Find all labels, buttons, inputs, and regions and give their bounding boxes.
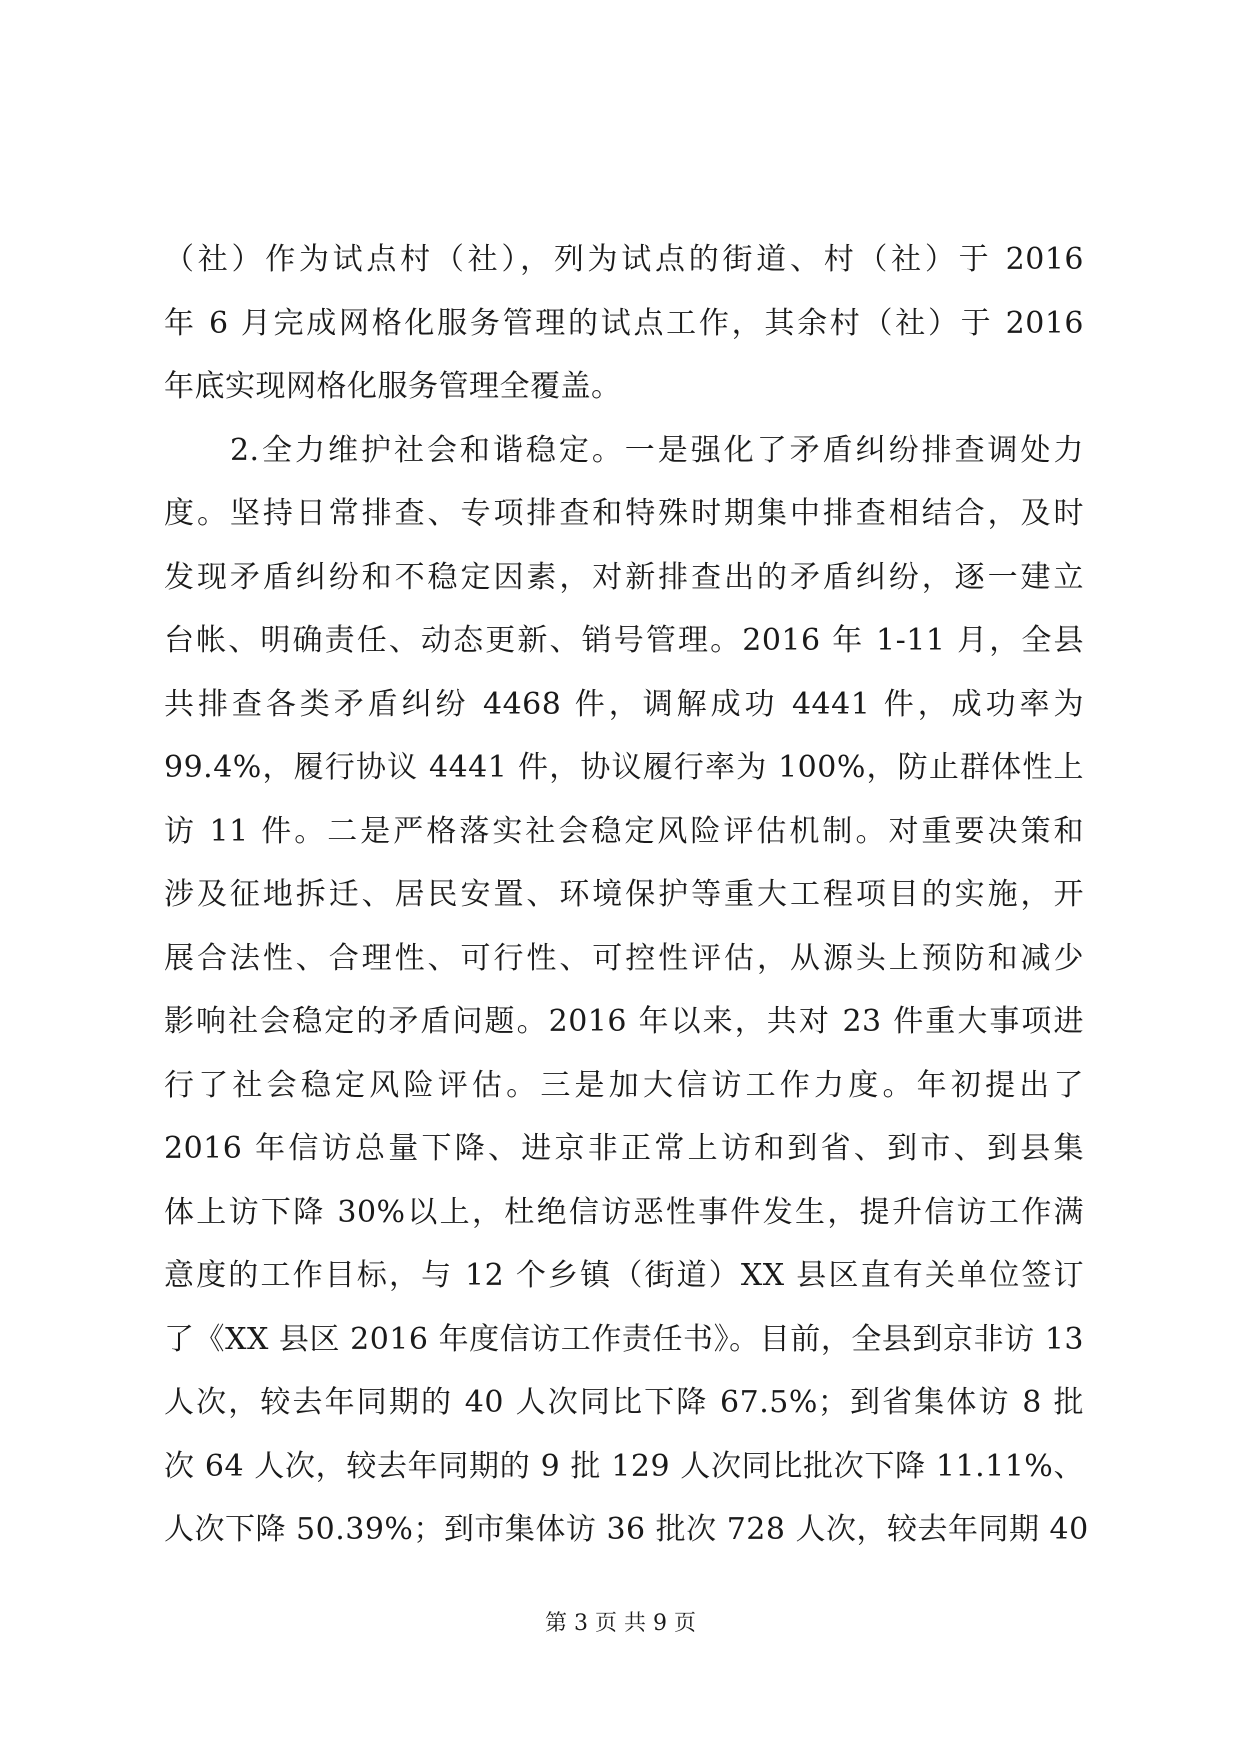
- text-line: 意度的工作目标，与 12 个乡镇（街道）XX 县区直有关单位签订: [164, 1258, 1084, 1293]
- text-line: 人次，较去年同期的 40 人次同比下降 67.5%；到省集体访 8 批: [164, 1385, 1084, 1420]
- text-line: 访 11 件。二是严格落实社会稳定风险评估机制。对重要决策和: [164, 813, 1084, 849]
- text-line: 了《XX 县区 2016 年度信访工作责任书》。目前，全县到京非访 13: [164, 1321, 1084, 1357]
- text-line: 展合法性、合理性、可行性、可控性评估，从源头上预防和减少: [164, 940, 1084, 976]
- page-footer: 第 3 页 共 9 页: [545, 1611, 696, 1636]
- text-line: 次 64 人次，较去年同期的 9 批 129 人次同比批次下降 11.11%、: [164, 1448, 1084, 1484]
- text-line: 台帐、明确责任、动态更新、销号管理。2016 年 1-11 月，全县: [164, 623, 1084, 658]
- text-line: （社）作为试点村（社），列为试点的街道、村（社）于 2016: [164, 242, 1084, 277]
- text-line: 涉及征地拆迁、居民安置、环境保护等重大工程项目的实施，开: [164, 877, 1084, 912]
- text-line: 年 6 月完成网格化服务管理的试点工作，其余村（社）于 2016: [164, 305, 1084, 341]
- text-line: 年底实现网格化服务管理全覆盖。: [164, 369, 622, 404]
- text-line: 影响社会稳定的矛盾问题。2016 年以来，共对 23 件重大事项进: [164, 1004, 1084, 1039]
- text-line: 99.4%，履行协议 4441 件，协议履行率为 100%，防止群体性上: [164, 750, 1084, 785]
- text-line: 人次下降 50.39%；到市集体访 36 批次 728 人次，较去年同期 40: [164, 1512, 1089, 1547]
- text-line: 共排查各类矛盾纠纷 4468 件，调解成功 4441 件，成功率为: [164, 686, 1084, 722]
- text-line: 2.全力维护社会和谐稳定。一是强化了矛盾纠纷排查调处力: [164, 432, 1084, 468]
- text-line: 体上访下降 30%以上，杜绝信访恶性事件发生，提升信访工作满: [164, 1194, 1084, 1230]
- text-line: 2016 年信访总量下降、进京非正常上访和到省、到市、到县集: [164, 1131, 1084, 1166]
- text-line: 行了社会稳定风险评估。三是加大信访工作力度。年初提出了: [164, 1067, 1084, 1103]
- body-text: [164, 228, 1089, 1562]
- text-line: 发现矛盾纠纷和不稳定因素，对新排查出的矛盾纠纷，逐一建立: [164, 559, 1084, 595]
- text-line: 度。坚持日常排查、专项排查和特殊时期集中排查相结合，及时: [164, 496, 1084, 531]
